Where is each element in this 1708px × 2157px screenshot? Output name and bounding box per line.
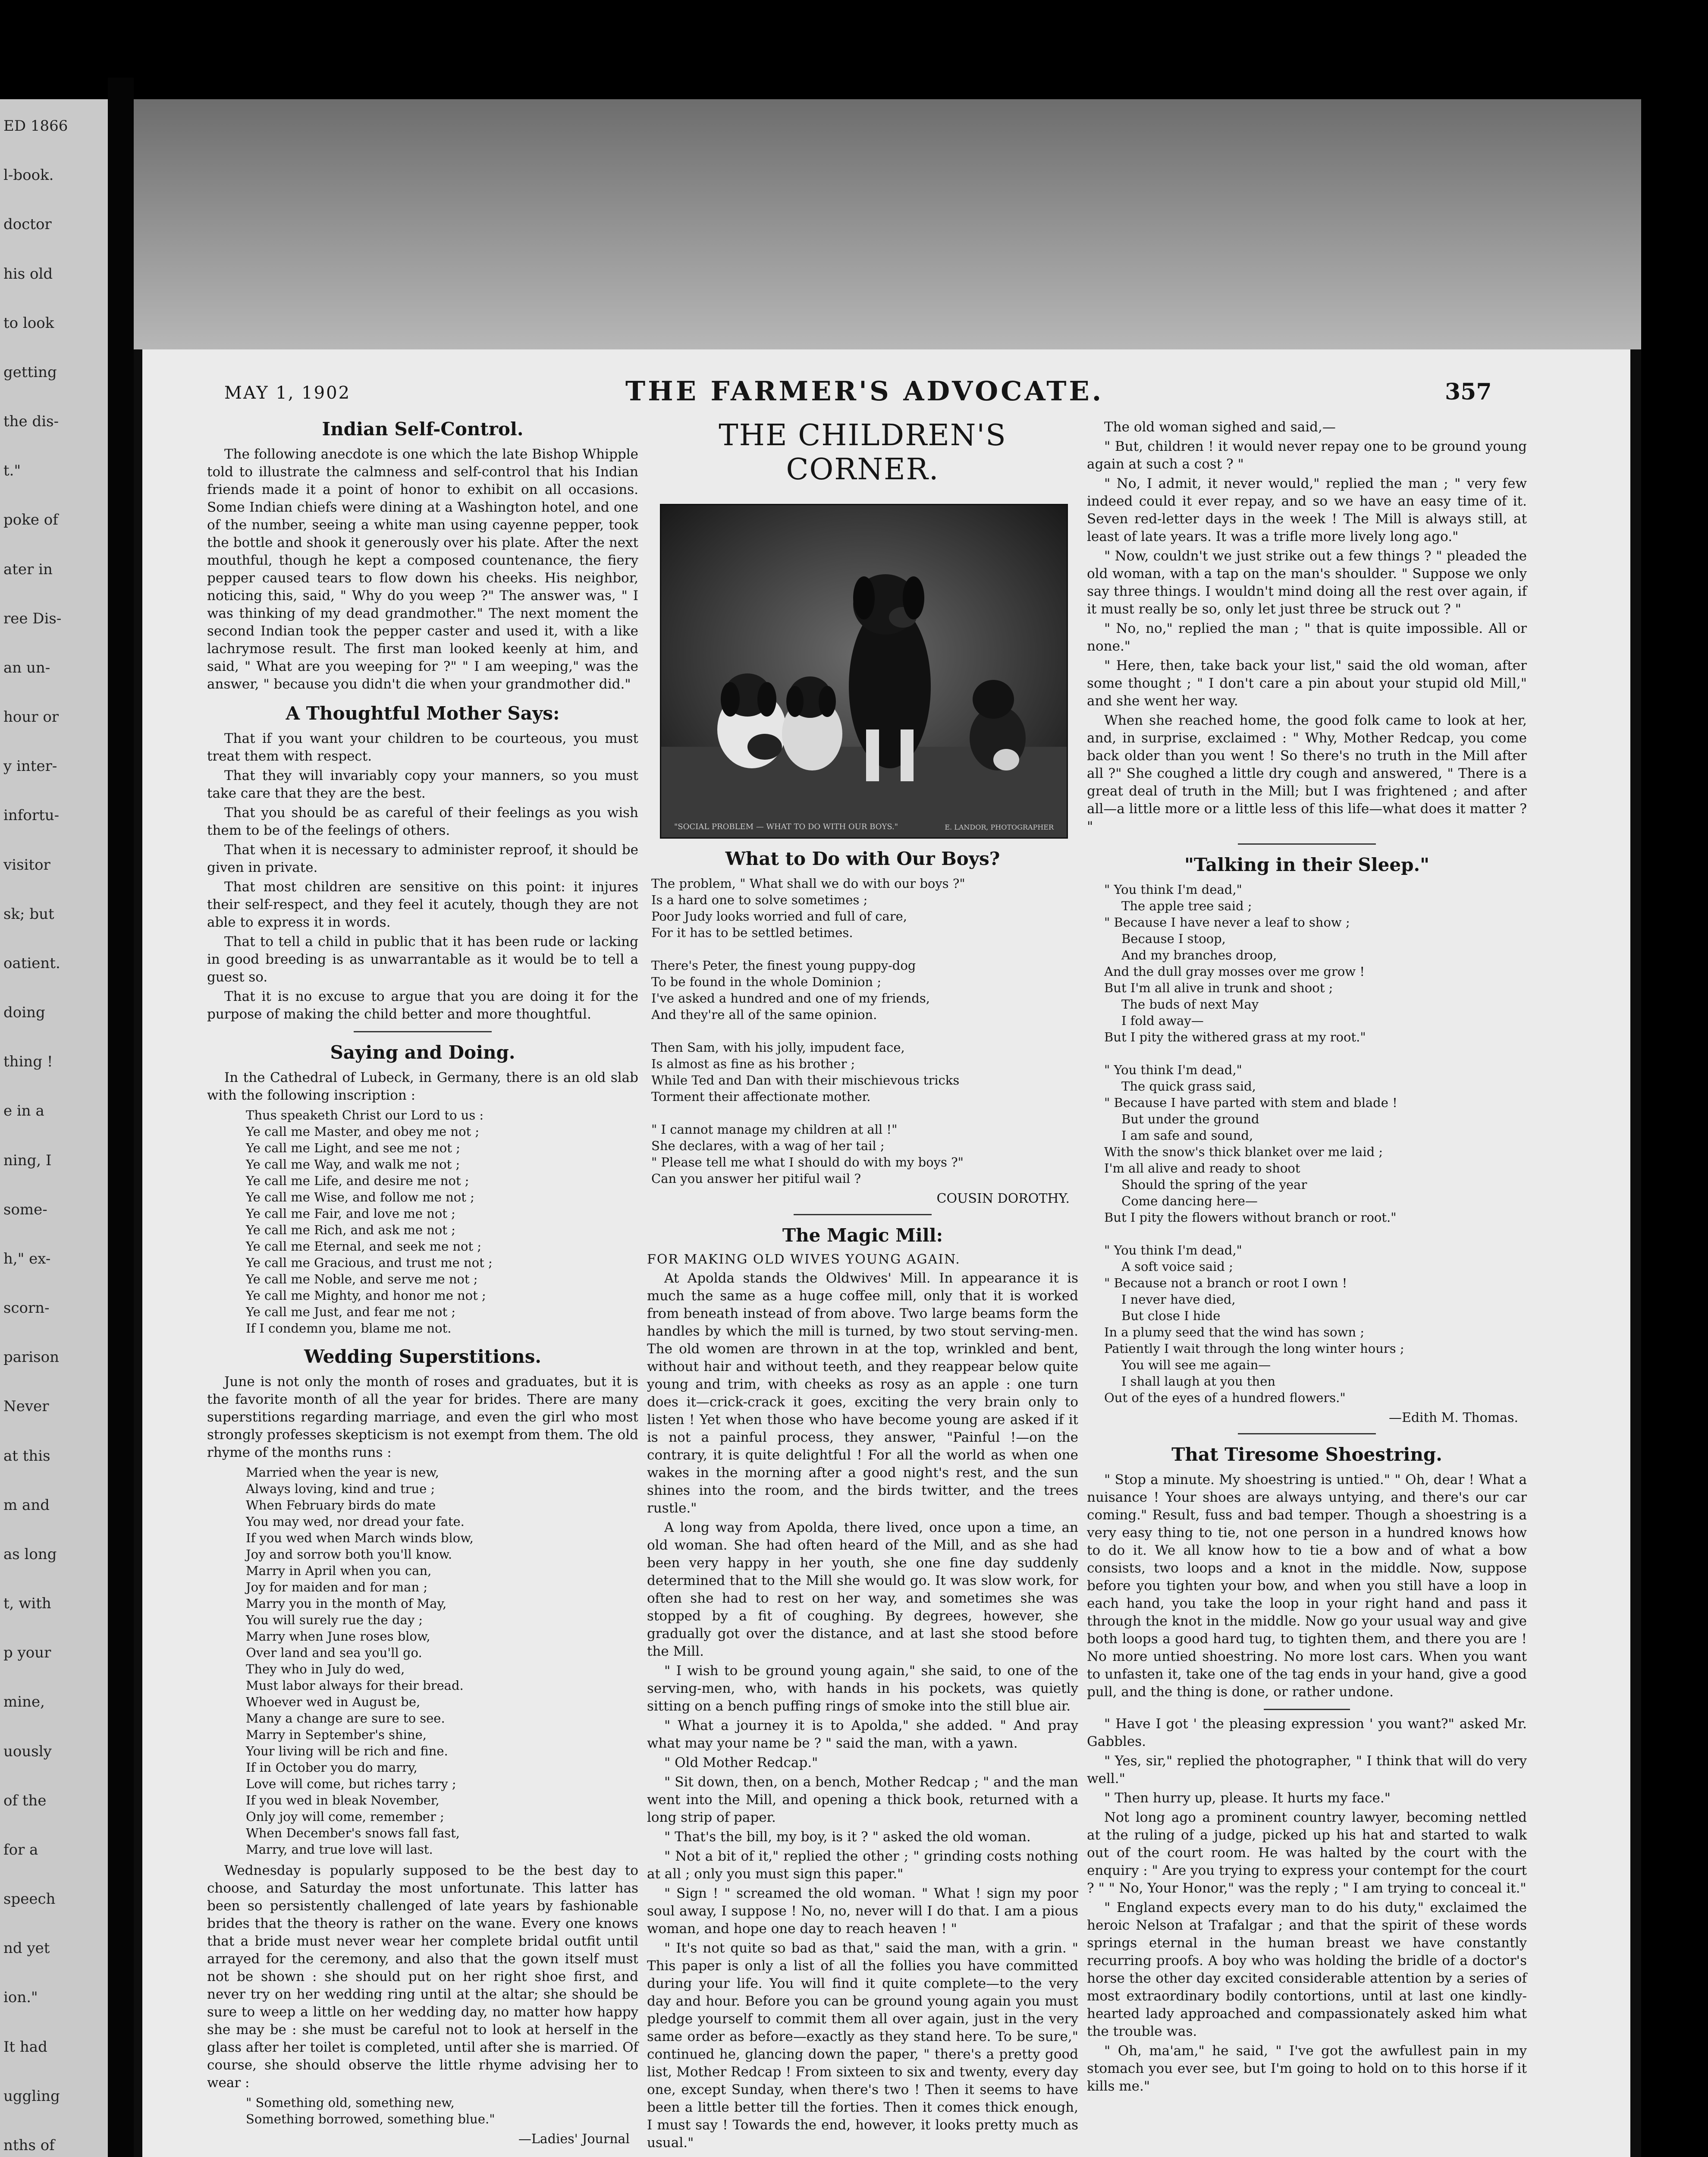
verse-line: While Ted and Dan with their mischievous tricks: [651, 1073, 960, 1088]
verse-line: If you wed in bleak November,: [246, 1793, 440, 1808]
article-paragraph: " Here, then, take back your list," said the old woman, after some thought ; " I don't care a pin about your stupid old Mill," and she went her way.: [1087, 658, 1527, 709]
article-paragraph: " Oh, ma'am," he said, " I've got the awfullest pain in my stomach you ever see, but I'm going to hold on to this horse if it kills me.": [1087, 2043, 1527, 2094]
left-page-text-line: uously: [3, 1742, 52, 1760]
verse-line: [651, 1023, 1078, 1039]
verse-line: And they're all of the same opinion.: [651, 1007, 877, 1022]
verse-line: Ye call me Master, and obey me not ;: [246, 1124, 480, 1139]
verse-line: Poor Judy looks worried and full of care,: [651, 909, 907, 924]
verse-line: I'm all alive and ready to shoot: [1104, 1161, 1300, 1176]
sleep-poem: [1104, 881, 1527, 1406]
verse-line: Marry when June roses blow,: [246, 1629, 430, 1644]
verse-line: [1104, 1045, 1527, 1062]
verse-line: Ye call me Life, and desire me not ;: [246, 1173, 469, 1188]
article-attribution: COUSIN DOROTHY.: [936, 1191, 1070, 1206]
left-page-text-line: nd yet: [3, 1940, 50, 1957]
issue-date: MAY 1, 1902: [224, 383, 351, 403]
article-title: The Magic Mill:: [782, 1225, 943, 1246]
article-paragraph: That if you want your children to be courteous, you must treat them with respect.: [207, 731, 638, 764]
article-paragraph: June is not only the month of roses and graduates, but it is the favorite month of all the year for brides. There are many superstitions regarding marriage, and even the girl who most strongly professes skepticism is not exempt from them. The old rhyme of the months runs :: [207, 1374, 638, 1460]
article-paragraph: That you should be as careful of their feelings as you wish them to be of the feelings of others.: [207, 805, 638, 838]
verse-line: " You think I'm dead,": [1104, 1243, 1242, 1258]
verse-line: I fold away—: [1121, 1013, 1204, 1028]
article-paragraph: " Now, couldn't we just strike out a few things ? " pleaded the old woman, with a tap on the man's shoulder. " Suppose we only say three things. I wouldn't mind doing all the rest over again, if it must really be so, only let just three be struck out ? ": [1087, 548, 1527, 617]
verse-line: They who in July do wed,: [246, 1662, 405, 1676]
verse-line: Ye call me Fair, and love me not ;: [246, 1206, 455, 1221]
scan-border-right: [1641, 0, 1708, 2157]
article-title: That Tiresome Shoestring.: [1171, 1444, 1442, 1465]
article-paragraph: " Yes, sir," replied the photographer, " I think that will do very well.": [1087, 1753, 1527, 1786]
verse-line: Always loving, kind and true ;: [246, 1481, 435, 1496]
article-paragraph: " That's the bill, my boy, is it ? " asked the old woman.: [664, 1829, 1031, 1845]
verse-line: Ye call me Noble, and serve me not ;: [246, 1272, 478, 1286]
verse-line: If in October you do marry,: [246, 1760, 418, 1775]
article-attribution: —Ladies' Journal: [518, 2132, 630, 2147]
verse-line: Ye call me Light, and see me not ;: [246, 1141, 460, 1155]
article-paragraph: " No, I admit, it never would," replied the man ; " very few indeed could it ever repay, and so we have an easy time of it. Seven red-letter days in the week ! The Mill is always still, at least of late years. It was a trifle more lively long ago.": [1087, 476, 1527, 544]
verse-line: Ye call me Just, and fear me not ;: [246, 1305, 456, 1319]
verse-line: Marry, and true love will last.: [246, 1842, 433, 1857]
left-page-text-line: parison: [3, 1349, 59, 1366]
article-attribution: —Edith M. Thomas.: [1388, 1410, 1518, 1425]
article-paragraph: " Then hurry up, please. It hurts my face.": [1104, 1790, 1391, 1806]
verse-line: Joy and sorrow both you'll know.: [246, 1547, 452, 1562]
left-page-text-line: h," ex-: [3, 1250, 51, 1267]
column-3: [1087, 418, 1527, 2097]
newspaper-page: [142, 349, 1630, 2157]
verse-line: I never have died,: [1121, 1292, 1236, 1307]
left-page-text-line: infortu-: [3, 807, 60, 824]
verse-line: Out of the eyes of a hundred flowers.": [1104, 1390, 1346, 1405]
verse-line: Ye call me Mighty, and honor me not ;: [246, 1288, 486, 1303]
article-paragraph: The following anecdote is one which the late Bishop Whipple told to illustrate the calmness and self-control that his Indian friends made it a point of honor to exhibit on all occasions. Some Indian chiefs were dining at a Washington hotel, and one of the number, seeing a white man using cayenne pepper, took the bottle and shook it generously over his plate. After the next mouthful, though he kept a composed countenance, the fiery pepper caused tears to flow down his cheeks. His neighbor, noticing this, said, " Why do you weep ?" The answer was, " I was thinking of my dead grandmother." The next moment the second Indian took the pepper caster and used it, with a like lachrymose result. The first man looked keenly at him, and said, " What are you weeping for ?" " I am weeping," was the answer, " because you didn't die when your grandmother did.": [207, 446, 638, 692]
verse-line: When December's snows fall fast,: [246, 1826, 460, 1840]
left-page-text-line: at this: [3, 1447, 50, 1465]
article-paragraph: A long way from Apolda, there lived, once upon a time, an old woman. She had often heard of the Mill, and as she had been very happy in her youth, she one fine day suddenly determined that to the Mill she would go. It was slow work, for often she had to rest on her way, and sometimes she was stopped by a fit of coughing. By degrees, however, she gradually got over the distance, and at last she stood before the Mill.: [647, 1520, 1078, 1659]
article-paragraph: " Not a bit of it," replied the other ; " grinding costs nothing at all ; only you must sign this paper.": [647, 1849, 1078, 1882]
page-header: [142, 375, 1630, 410]
verse-line: You may wed, nor dread your fate.: [246, 1514, 465, 1529]
verse-line: Your living will be rich and fine.: [246, 1744, 448, 1758]
verse-line: The buds of next May: [1121, 997, 1259, 1012]
verse-line: She declares, with a wag of her tail ;: [651, 1138, 885, 1153]
left-page-text-line: doctor: [3, 216, 52, 233]
verse-line: Love will come, but riches tarry ;: [246, 1777, 456, 1791]
article-title: A Thoughtful Mother Says:: [286, 703, 560, 724]
left-page-text-line: visitor: [3, 856, 50, 874]
verse-line: A soft voice said ;: [1121, 1259, 1233, 1274]
verse-line: Must labor always for their bread.: [246, 1678, 464, 1693]
verse-line: Whoever wed in August be,: [246, 1695, 421, 1709]
verse-line: " You think I'm dead,": [1104, 1063, 1242, 1077]
left-page-text-line: thing !: [3, 1053, 53, 1071]
article-paragraph: " No, no," replied the man ; " that is quite impossible. All or none.": [1087, 621, 1527, 654]
upper-page-shadow: [132, 99, 1641, 349]
article-paragraph: The old woman sighed and said,—: [1104, 419, 1336, 435]
section-divider: [1238, 843, 1376, 845]
left-page-text-line: ning, I: [3, 1151, 52, 1169]
verse-line: Ye call me Wise, and follow me not ;: [246, 1190, 474, 1204]
left-page-text-line: as long: [3, 1545, 57, 1563]
article-paragraph: That it is no excuse to argue that you are doing it for the purpose of making the child better and more thoughtful.: [207, 989, 638, 1022]
article-title: "Talking in their Sleep.": [1184, 854, 1429, 875]
left-page-text-line: e in a: [3, 1102, 44, 1120]
verse-line: But under the ground: [1121, 1112, 1259, 1126]
left-page-text-line: getting: [3, 363, 57, 381]
verse-line: Ye call me Gracious, and trust me not ;: [246, 1255, 493, 1270]
left-page-text-line: ree Dis-: [3, 610, 62, 627]
verse-line: The apple tree said ;: [1121, 899, 1252, 913]
verse-line: If you wed when March winds blow,: [246, 1531, 474, 1545]
verse-line: I shall laugh at you then: [1121, 1374, 1276, 1389]
left-page-text-line: scorn-: [3, 1299, 50, 1317]
verse-line: If I condemn you, blame me not.: [246, 1321, 452, 1336]
verse-line: Because I stoop,: [1121, 931, 1226, 946]
verse-line: " You think I'm dead,": [1104, 882, 1242, 897]
left-page-text-line: nths of: [3, 2136, 55, 2154]
verse-line: But close I hide: [1121, 1308, 1221, 1323]
left-page-fragment: [0, 99, 108, 2157]
left-page-text-line: sk; but: [3, 905, 54, 923]
verse-line: " Because not a branch or root I own !: [1104, 1276, 1347, 1290]
article-paragraph: That most children are sensitive on this point: it injures their self-respect, and they feel it acutely, though they are not able to express it in words.: [207, 879, 638, 930]
verse-line: But I'm all alive in trunk and shoot ;: [1104, 981, 1333, 995]
article-paragraph: Wednesday is popularly supposed to be the best day to choose, and Saturday the most unfortunate. This latter has been so persistently challenged of late years by fashionable brides that the theory is rather on the wane. Every one knows that a bride must never wear her complete bridal outfit until arrayed for the ceremony, and also that the gown itself must not be shown : she should put on her right shoe first, and never try on her wedding ring until at the altar; she should be sure to weep a little on her wedding day, no matter how happy she may be : she must be careful not to look at herself in the glass after her toilet is completed, until after she is married. Of course, she should observe the little rhyme advising her to wear :: [207, 1863, 638, 2091]
article-paragraph: " It's not quite so bad as that," said the man, with a grin. " This paper is only a list of all the follies you have committed during your life. You will find it quite complete—to the very day and hour. Before you can be ground young again you must pledge yourself to commit them all over again, just in the very same order as before—exactly as they stand here. To be sure," continued he, glancing down the paper, " there's a pretty good list, Mother Redcap ! From sixteen to six and twenty, every day one, except Sunday, when there's two ! Then it seems to have been a little better till the forties. Then it comes thick enough, I must say ! Towards the end, however, it looks pretty much as usual.": [647, 1940, 1078, 2151]
left-page-text-line: m and: [3, 1496, 50, 1514]
left-page-text-line: ED 1866: [3, 117, 68, 135]
verse-line: I am safe and sound,: [1121, 1128, 1253, 1143]
verse-line: Something borrowed, something blue.": [246, 2112, 495, 2126]
verse-line: Can you answer her pitiful wail ?: [651, 1171, 861, 1186]
left-page-text-line: t.": [3, 462, 21, 480]
verse-line: The quick grass said,: [1121, 1079, 1256, 1094]
verse-line: The problem, " What shall we do with our boys ?": [651, 876, 965, 891]
article-paragraph: " Old Mother Redcap.": [664, 1755, 818, 1770]
verse-line: Patiently I wait through the long winter hours ;: [1104, 1341, 1404, 1356]
page-number: 357: [1445, 379, 1492, 405]
left-page-text-line: Never: [3, 1398, 49, 1415]
masthead: THE FARMER'S ADVOCATE.: [625, 375, 1104, 407]
section-divider: [354, 1031, 492, 1032]
verse-line: " Because I have never a leaf to show ;: [1104, 915, 1350, 930]
left-page-text-line: his old: [3, 265, 53, 283]
column-1: [207, 418, 638, 2151]
article-title: Indian Self-Control.: [322, 418, 524, 440]
section-divider: [1264, 1709, 1350, 1710]
verse-line: Marry in April when you can,: [246, 1563, 432, 1578]
article-paragraph: " What a journey it is to Apolda," she added. " And pray what may your name be ? " said the man, with a yawn.: [647, 1718, 1078, 1751]
left-page-text-line: y inter-: [3, 758, 57, 775]
left-page-text-line: poke of: [3, 511, 58, 529]
verse-line: Marry in September's shine,: [246, 1727, 427, 1742]
left-page-text-line: oatient.: [3, 954, 60, 972]
verse-line: Come dancing here—: [1121, 1194, 1258, 1208]
article-title: Wedding Superstitions.: [304, 1346, 541, 1367]
article-paragraph: " Sign ! " screamed the old woman. " What ! sign my poor soul away, I suppose ! No, no, never will I do that. I am a pious woman, and hope one day to reach heaven ! ": [647, 1886, 1078, 1937]
boys-poem: [651, 875, 1078, 1187]
left-page-text-line: t, with: [3, 1595, 51, 1612]
left-page-text-line: doing: [3, 1004, 45, 1021]
verse-line: " Something old, something new,: [246, 2095, 455, 2110]
verse-line: [1104, 1226, 1527, 1242]
childrens-corner-title: THE CHILDREN'S CORNER.: [719, 418, 1007, 487]
verse-line: Thus speaketh Christ our Lord to us :: [246, 1108, 484, 1123]
scan-border-top: [0, 0, 1708, 99]
verse-line: In a plumy seed that the wind has sown ;: [1104, 1325, 1365, 1339]
article-title: What to Do with Our Boys?: [725, 848, 1000, 869]
verse-line: Married when the year is new,: [246, 1465, 439, 1480]
dogs-photo-image: [661, 505, 1067, 837]
verse-line: Only joy will come, remember ;: [246, 1809, 444, 1824]
section-divider: [794, 1214, 932, 1215]
verse-line: Joy for maiden and for man ;: [246, 1580, 428, 1594]
verse-line: Ye call me Way, and walk me not ;: [246, 1157, 460, 1172]
verse-line: And my branches droop,: [1121, 948, 1277, 962]
verse-line: Should the spring of the year: [1121, 1177, 1307, 1192]
article-paragraph: When she reached home, the good folk came to look at her, and, in surprise, exclaimed : " Why, Mother Redcap, you come back older than you went ! So there's no truth in the Mill after all ?" She coughed a little dry cough and answered, " There is a great deal of truth in the Mill; but I was frightened ; and after all—a little more or a little less of this life—what does it matter ? ": [1087, 713, 1527, 834]
left-page-text-line: of the: [3, 1792, 47, 1809]
left-page-text-line: the dis-: [3, 413, 59, 430]
verse-line: I've asked a hundred and one of my friends,: [651, 991, 930, 1006]
article-paragraph: That they will invariably copy your manners, so you must take care that they are the best.: [207, 768, 638, 801]
verse-line: But I pity the withered grass at my root.": [1104, 1030, 1366, 1044]
article-paragraph: " But, children ! it would never repay one to be ground young again at such a cost ? ": [1087, 439, 1527, 472]
left-page-text-line: an un-: [3, 659, 50, 676]
photo-caption: "SOCIAL PROBLEM — WHAT TO DO WITH OUR BOYS.": [674, 822, 898, 831]
article-paragraph: " England expects every man to do his duty," exclaimed the heroic Nelson at Trafalgar ; and that the spirit of these words springs eternal in the human breast we have constantly recurring proofs. A boy who was holding the bridle of a doctor's horse the other day excited considerable attention by a series of most extraordinary bodily contortions, until at last one kindly-hearted lady approached and compassionately asked him what the trouble was.: [1087, 1900, 1527, 2039]
verse-line: " Please tell me what I should do with my boys ?": [651, 1155, 964, 1170]
left-page-text-line: ion.": [3, 1989, 38, 2006]
left-page-text-line: p your: [3, 1644, 51, 1662]
months-rhyme: [246, 1464, 638, 1858]
section-divider: [1238, 1433, 1376, 1434]
left-page-text-line: speech: [3, 1890, 56, 1908]
left-page-text-line: l-book.: [3, 167, 54, 184]
left-page-text-line: to look: [3, 314, 54, 332]
article-paragraph: That to tell a child in public that it has been rude or lacking in good breeding is as unwarrantable as it would be to tell a guest so.: [207, 934, 638, 985]
left-page-text-line: ater in: [3, 560, 53, 578]
verse-line: And the dull gray mosses over me grow !: [1104, 964, 1365, 979]
verse-line: [651, 1105, 1078, 1121]
verse-line: " Because I have parted with stem and blade !: [1104, 1095, 1397, 1110]
verse-line: You will see me again—: [1121, 1358, 1271, 1372]
article-subtitle: FOR MAKING OLD WIVES YOUNG AGAIN.: [647, 1252, 961, 1267]
verse-line: " I cannot manage my children at all !": [651, 1122, 898, 1137]
article-paragraph: In the Cathedral of Lubeck, in Germany, there is an old slab with the following inscription :: [207, 1070, 638, 1103]
left-page-text-line: for a: [3, 1841, 38, 1858]
verse-line: There's Peter, the finest young puppy-dog: [651, 958, 916, 973]
article-paragraph: " Sit down, then, on a bench, Mother Redcap ; " and the man went into the Mill, and opening a thick book, returned with a long strip of paper.: [647, 1774, 1078, 1825]
left-page-text-line: mine,: [3, 1693, 45, 1711]
verse-line: Over land and sea you'll go.: [246, 1645, 422, 1660]
article-paragraph: " Stop a minute. My shoestring is untied." " Oh, dear ! What a nuisance ! Your shoes are always untying, and there's our car coming." Result, fuss and bad temper. Though a shoestring is a very easy thing to tie, not one person in a hundred knows how to do it. We all know how to tie a bow and of what a bow consists, two loops and a knot in the middle. Now, suppose before you tighten your bow, and when you still have a loop in each hand, you take the loop in your right hand and pass it through the knot in the middle. Now go your usual way and give both loops a good hard tug, to tighten them, and there you are ! No more untied shoestring. No more lost cars. When you want to unfasten it, take one of the tag ends in your hand, give a good pull, and the thing is done, or rather undone.: [1087, 1472, 1527, 1700]
verse-line: Is a hard one to solve sometimes ;: [651, 893, 868, 907]
left-page-text-line: It had: [3, 2038, 47, 2056]
left-page-text-line: some-: [3, 1201, 47, 1218]
verse-line: Torment their affectionate mother.: [651, 1089, 871, 1104]
verse-line: Ye call me Rich, and ask me not ;: [246, 1223, 456, 1237]
verse-line: For it has to be settled betimes.: [651, 925, 853, 940]
verse-line: Then Sam, with his jolly, impudent face,: [651, 1040, 905, 1055]
verse-line: With the snow's thick blanket over me laid ;: [1104, 1145, 1383, 1159]
verse-line: Many a change are sure to see.: [246, 1711, 445, 1726]
verse-line: Is almost as fine as his brother ;: [651, 1056, 855, 1071]
verse-line: To be found in the whole Dominion ;: [651, 975, 882, 989]
article-paragraph: " Have I got ' the pleasing expression ' you want?" asked Mr. Gabbles.: [1087, 1716, 1527, 1749]
left-page-text-line: uggling: [3, 2087, 60, 2105]
wedding-rhyme: [246, 2094, 638, 2127]
article-paragraph: At Apolda stands the Oldwives' Mill. In appearance it is much the same as a huge coffee mill, only that it is worked from beneath instead of from above. Two large beams form the handles by which the mill is turned, by two stout serving-men. The old women are thrown in at the top, wrinkled and bent, without hair and without teeth, and they reappear below quite young and trim, with cheeks as rosy as an apple : one turn does it—crick-crack it goes, exciting the very brain only to listen ! Yet when those who have become young are asked if it is not a painful process, they answer, "Painful !—on the contrary, it is quite delightful ! For all the world as when one wakes in the morning after a good night's rest, and the sun shines into the room, and the birds twitter, and the trees rustle.": [647, 1270, 1078, 1516]
verse-line: Ye call me Eternal, and seek me not ;: [246, 1239, 482, 1254]
dogs-photograph: [660, 504, 1068, 839]
inscription-verse: [246, 1107, 638, 1336]
article-paragraph: That when it is necessary to administer reproof, it should be given in private.: [207, 842, 638, 875]
verse-line: [651, 941, 1078, 957]
article-paragraph: " I wish to be ground young again," she said, to one of the serving-men, who, with hands in his pockets, was quietly sitting on a bench puffing rings of smoke into the still blue air.: [647, 1663, 1078, 1714]
page-gutter: [108, 78, 134, 2157]
verse-line: You will surely rue the day ;: [246, 1613, 423, 1627]
column-2: [647, 418, 1078, 2154]
article-paragraph: Not long ago a prominent country lawyer, becoming nettled at the ruling of a judge, picked up his hat and started to walk out of the court room. He was halted by the court with the enquiry : " Are you trying to express your contempt for the court ? " " No, Your Honor," was the reply ; " I am trying to conceal it.": [1087, 1810, 1527, 1896]
verse-line: But I pity the flowers without branch or root.": [1104, 1210, 1397, 1225]
left-page-text-line: hour or: [3, 708, 59, 726]
verse-line: When February birds do mate: [246, 1498, 436, 1512]
photo-credit: E. LANDOR, PHOTOGRAPHER: [945, 823, 1054, 831]
article-title: Saying and Doing.: [330, 1042, 515, 1063]
verse-line: Marry you in the month of May,: [246, 1596, 447, 1611]
